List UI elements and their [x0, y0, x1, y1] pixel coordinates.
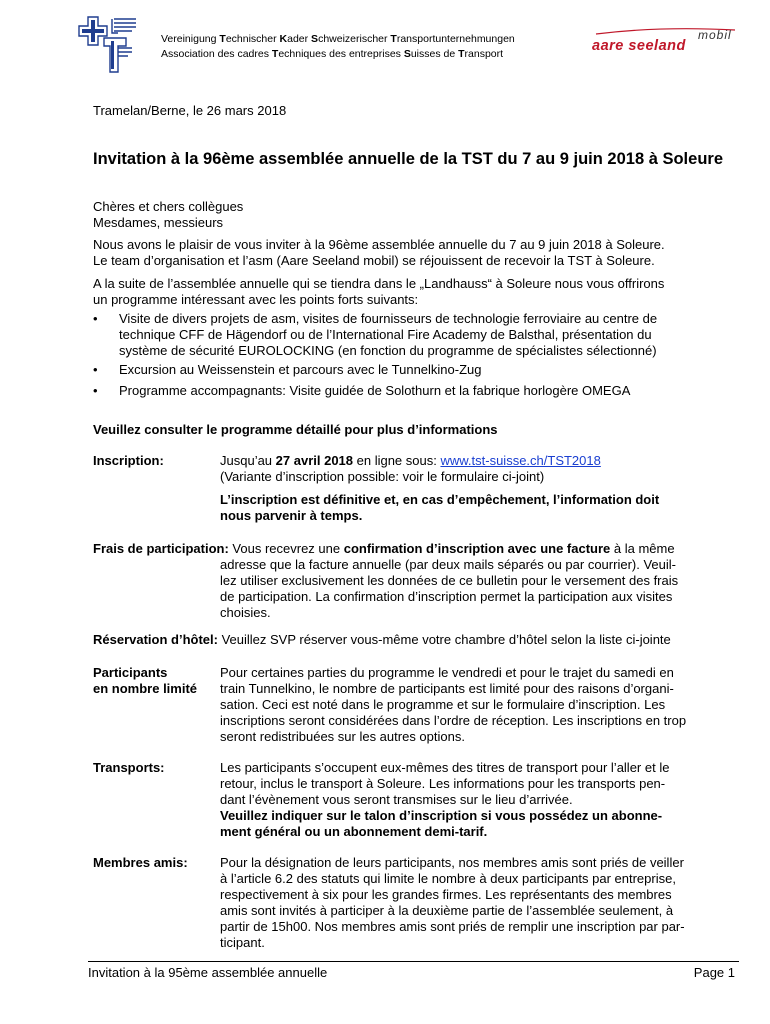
inscription-variant: (Variante d’inscription possible: voir le formulaire ci-joint): [220, 469, 545, 484]
frais-line-2: adresse que la facture annuelle (par deux mails séparés ou par courrier). Veuil-: [220, 557, 676, 572]
participants-line-3: sation. Ceci est noté dans le programme et sur le formulaire d’inscription. Les: [220, 697, 666, 712]
aare-seeland-logo: [590, 26, 740, 66]
footer-page-number: Page 1: [693, 965, 735, 980]
transports-line-1: Les participants s’occupent eux-mêmes des titres de transport pour l’aller et le: [220, 760, 670, 775]
membres-line-5: partir de 15h00. Nos membres amis sont priés de remplir une inscription par par-: [220, 919, 685, 934]
inscription-label: Inscription:: [93, 453, 164, 468]
inscription-bold-2: nous parvenir à temps.: [220, 508, 363, 523]
frais-line-3: lez utiliser exclusivement les données de ce bulletin pour le versement des frais: [220, 573, 679, 588]
membres-line-2: à l’article 6.2 des statuts qui limite le nombre à deux participants par entreprise,: [220, 871, 676, 886]
frais-line-1: Frais de participation: Vous recevrez une confirmation d’inscription avec une facture à la même: [93, 541, 675, 556]
bullet-1-line-2: technique CFF de Hägendorf ou de l’International Fire Academy de Balsthal, présentation du: [119, 327, 652, 342]
membres-label: Membres amis:: [93, 855, 188, 870]
frais-line-5: choisies.: [220, 605, 271, 620]
membres-line-4: amis sont invités à participer à la deuxième partie de l’assemblée seulement, à: [220, 903, 674, 918]
participants-line-2: train Tunnelkino, le nombre de participants est limité pour des raisons d’organi-: [220, 681, 674, 696]
place-date: Tramelan/Berne, le 26 mars 2018: [93, 103, 287, 118]
participants-line-1: Pour certaines parties du programme le vendredi et pour le trajet du samedi en: [220, 665, 674, 680]
membres-line-3: respectivement à six pour les grandes firmes. Les représentants des membres: [220, 887, 672, 902]
bullet-3: Programme accompagnants: Visite guidée de Solothurn et la fabrique horlogère OMEGA: [119, 383, 631, 398]
partner-logo-sub: mobil: [698, 28, 732, 42]
footer-left: Invitation à la 95ème assemblée annuelle: [88, 965, 328, 980]
transports-line-3: dant l’évènement vous seront transmises sur le lieu d’arrivée.: [220, 792, 573, 807]
programme-intro-1: A la suite de l’assemblée annuelle qui se tiendra dans le „Landhauss“ à Soleure nous vous offrirons: [93, 276, 665, 291]
partner-logo-text: aare seeland: [592, 38, 686, 54]
bullet-icon: •: [93, 311, 98, 326]
bullet-1-line-3: système de sécurité EUROLOCKING (en fonction du programme de spécialistes sélectionné): [119, 343, 657, 358]
consult-note: Veuillez consulter le programme détaillé pour plus d’informations: [93, 422, 498, 437]
transports-line-2: retour, inclus le transport à Soleure. Les informations pour les transports pen-: [220, 776, 666, 791]
participants-line-4: inscriptions seront considérées dans l’ordre de réception. Les inscriptions en trop: [220, 713, 687, 728]
bullet-2: Excursion au Weissenstein et parcours avec le Tunnelkino-Zug: [119, 362, 482, 377]
salutation-1: Chères et chers collègues: [93, 199, 244, 214]
org-name-de: Vereinigung Technischer Kader Schweizerischer Transportunternehmungen: [161, 33, 515, 45]
page-title: Invitation à la 96ème assemblée annuelle de la TST du 7 au 9 juin 2018 à Soleure: [93, 150, 723, 168]
hotel-line: Réservation d’hôtel: Veuillez SVP réserver vous-même votre chambre d’hôtel selon la liste ci-jointe: [93, 632, 671, 647]
bullet-icon: •: [93, 383, 98, 398]
programme-intro-2: un programme intéressant avec les points forts suivants:: [93, 292, 419, 307]
bullet-1-line-1: Visite de divers projets de asm, visites de fournisseurs de technologie ferroviaire au centre de: [119, 311, 658, 326]
participants-label-1: Participants: [93, 665, 168, 680]
inscription-line-1: Jusqu’au 27 avril 2018 en ligne sous: www.tst-suisse.ch/TST2018: [220, 453, 601, 468]
tst-logo: [74, 14, 140, 76]
frais-line-4: de participation. La confirmation d’inscription permet la participation aux visites: [220, 589, 673, 604]
participants-label-2: en nombre limité: [93, 681, 198, 696]
participants-line-5: seront redistribuées sur les autres options.: [220, 729, 465, 744]
transports-bold-1: Veuillez indiquer sur le talon d’inscription si vous possédez un abonne-: [220, 808, 663, 823]
intro-line-1: Nous avons le plaisir de vous inviter à la 96ème assemblée annuelle du 7 au 9 juin 2018 à Soleure.: [93, 237, 665, 252]
inscription-bold-1: L’inscription est définitive et, en cas d’empêchement, l’information doit: [220, 492, 660, 507]
transports-bold-2: ment général ou un abonnement demi-tarif.: [220, 824, 488, 839]
membres-line-6: ticipant.: [220, 935, 265, 950]
salutation-2: Mesdames, messieurs: [93, 215, 224, 230]
membres-line-1: Pour la désignation de leurs participants, nos membres amis sont priés de veiller: [220, 855, 684, 870]
org-name-fr: Association des cadres Techniques des entreprises Suisses de Transport: [161, 48, 504, 60]
bullet-icon: •: [93, 362, 98, 377]
intro-line-2: Le team d’organisation et l’asm (Aare Seeland mobil) se réjouissent de recevoir la TST à Soleure.: [93, 253, 655, 268]
footer-divider: [88, 961, 739, 962]
transports-label: Transports:: [93, 760, 165, 775]
inscription-link[interactable]: www.tst-suisse.ch/TST2018: [440, 453, 601, 468]
